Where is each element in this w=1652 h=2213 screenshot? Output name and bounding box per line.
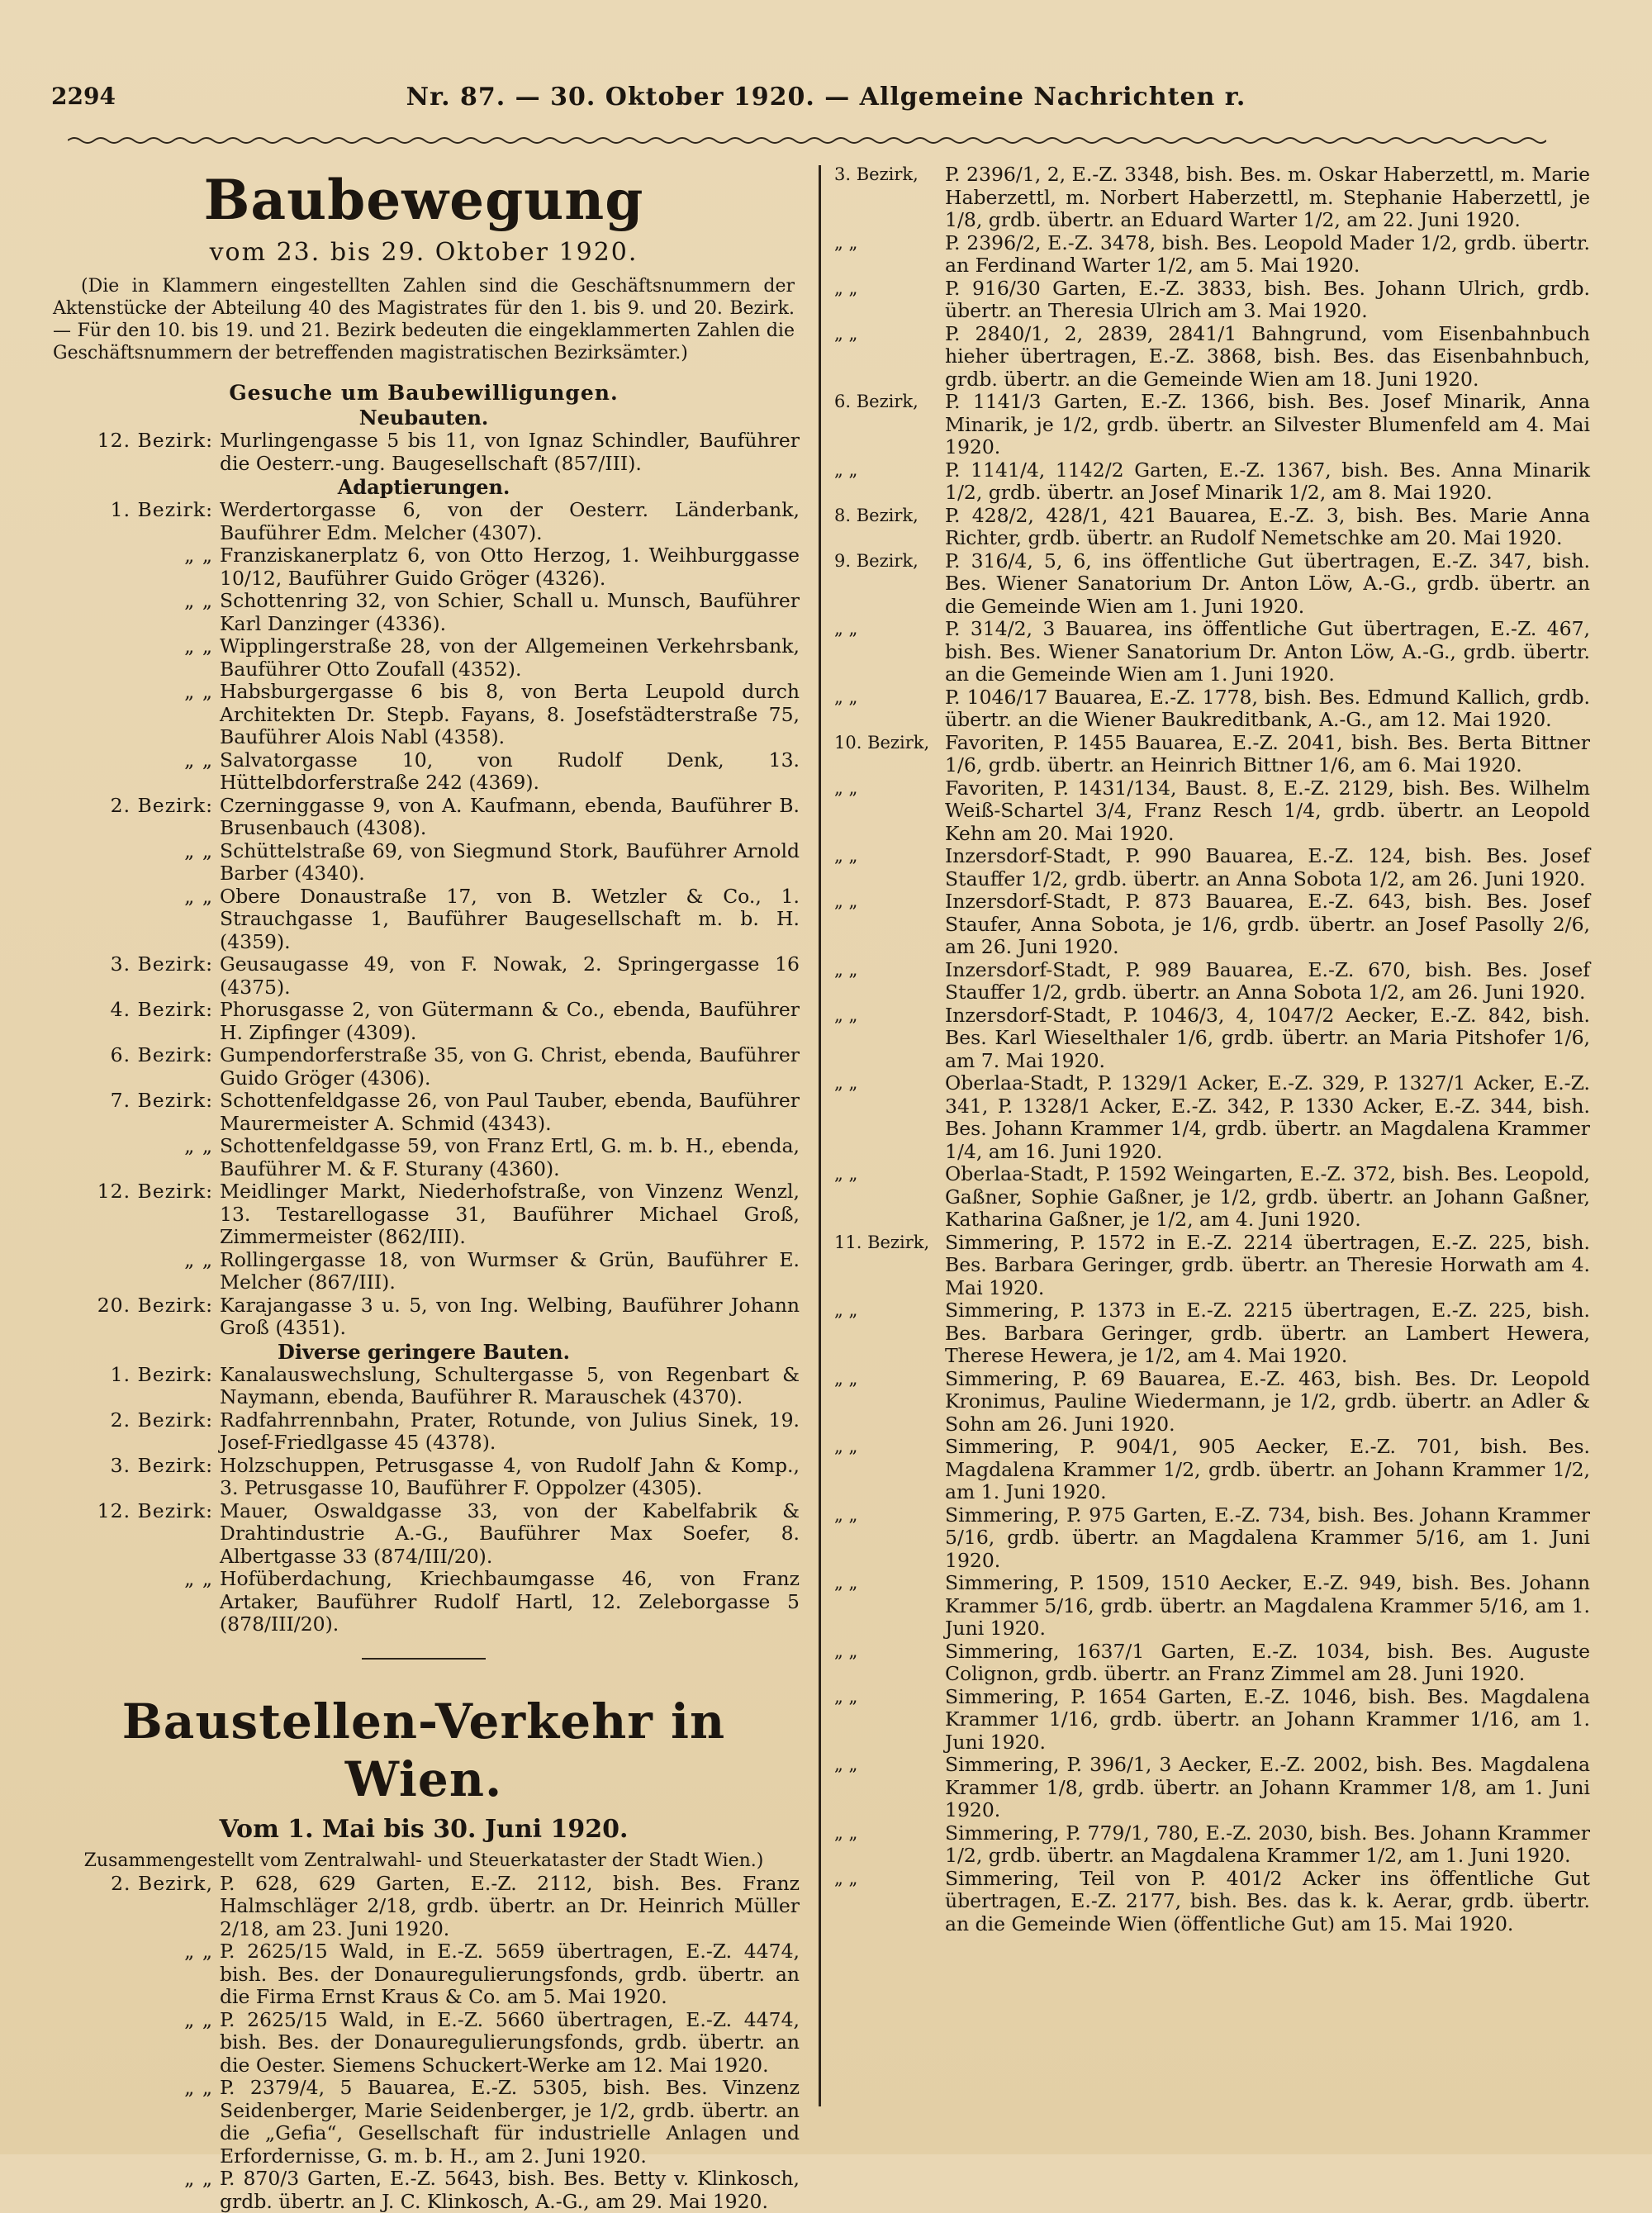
- district-label: 4. Bezirk:: [48, 999, 220, 1044]
- district-label: 9. Bezirk,: [834, 550, 945, 619]
- entry-text: Hofüberdachung, Kriechbaumgasse 46, von Franz Artaker, Bauführer Rudolf Hartl, 12. Zeleborgasse 5 (878/III/20).: [220, 1568, 800, 1636]
- list-item: [834, 732, 1590, 777]
- district-label: 6. Bezirk,: [834, 391, 945, 459]
- page-number: 2294: [51, 83, 116, 110]
- list-item: [834, 1232, 1590, 1300]
- district-label: „ „: [834, 1299, 945, 1368]
- entry-text: Schottenfeldgasse 26, von Paul Tauber, ebenda, Bauführer Maurermeister A. Schmid (4343).: [220, 1090, 800, 1135]
- list-neubauten: [48, 430, 800, 475]
- list-item: [834, 391, 1590, 459]
- list-diverse: [48, 1364, 800, 1636]
- entry-text: Obere Donaustraße 17, von B. Wetzler & Co., 1. Strauchgasse 1, Bauführer Baugesellschaft m. b. H. (4359).: [220, 886, 800, 954]
- list-item: [834, 1572, 1590, 1641]
- district-label: 3. Bezirk:: [48, 953, 220, 999]
- district-label: „ „: [48, 886, 220, 954]
- entry-text: Simmering, 1637/1 Garten, E.-Z. 1034, bish. Bes. Auguste Colignon, grdb. übertr. an Franz Zimmel am 28. Juni 1920.: [945, 1641, 1590, 1686]
- list-item: [48, 544, 800, 590]
- district-label: 1. Bezirk:: [48, 1364, 220, 1409]
- entry-text: P. 2379/4, 5 Bauarea, E.-Z. 5305, bish. Bes. Vinzenz Seidenberger, Marie Seidenberger, je 1/2, grdb. übertr. an die „Gefia“, Gesellschaft für industrielle Anlagen und Erfordernisse, G. m. b. H., am 2. Juni 1920.: [220, 2077, 800, 2168]
- entry-text: Gumpendorferstraße 35, von G. Christ, ebenda, Bauführer Guido Gröger (4306).: [220, 1044, 800, 1090]
- list-item: [834, 1641, 1590, 1686]
- list-item: [834, 1163, 1590, 1232]
- list-item: [48, 1409, 800, 1455]
- list-item: [48, 1364, 800, 1409]
- entry-text: Wipplingerstraße 28, von der Allgemeinen Verkehrsbank, Bauführer Otto Zoufall (4352).: [220, 635, 800, 681]
- list-item: [48, 1455, 800, 1500]
- district-label: 7. Bezirk:: [48, 1090, 220, 1135]
- district-label: „ „: [834, 1504, 945, 1573]
- entry-text: P. 314/2, 3 Bauarea, ins öffentliche Gut übertragen, E.-Z. 467, bish. Bes. Wiener Sanatorium Dr. Anton Löw, A.-G., grdb. übertr. an die Gemeinde Wien am 1. Juni 1920.: [945, 618, 1590, 686]
- district-label: „ „: [48, 2009, 220, 2078]
- district-label: „ „: [834, 1641, 945, 1686]
- district-label: „ „: [834, 1822, 945, 1868]
- list-item: [834, 1868, 1590, 1936]
- district-label: 20. Bezirk:: [48, 1294, 220, 1340]
- list-item: [834, 459, 1590, 505]
- entry-text: Meidlinger Markt, Niederhofstraße, von Vinzenz Wenzl, 13. Testarellogasse 31, Bauführer Michael Groß, Zimmermeister (862/III).: [220, 1180, 800, 1249]
- list-item: [48, 953, 800, 999]
- district-label: „ „: [834, 890, 945, 959]
- entry-text: Holzschuppen, Petrusgasse 4, von Rudolf Jahn & Komp., 3. Petrusgasse 10, Bauführer F. Oppolzer (4305).: [220, 1455, 800, 1500]
- list-item: [48, 635, 800, 681]
- list-item: [48, 2009, 800, 2078]
- list-item: [48, 795, 800, 840]
- district-label: „ „: [48, 2168, 220, 2213]
- district-label: 12. Bezirk:: [48, 1180, 220, 1249]
- district-label: „ „: [48, 1249, 220, 1294]
- list-item: [834, 890, 1590, 959]
- entry-text: Simmering, P. 396/1, 3 Aecker, E.-Z. 2002, bish. Bes. Magdalena Krammer 1/8, grdb. übertr. an Johann Krammer 1/8, am 1. Juni 1920.: [945, 1754, 1590, 1822]
- list-item: [48, 1500, 800, 1569]
- entry-text: P. 2840/1, 2, 2839, 2841/1 Bahngrund, vom Eisenbahnbuch hieher übertragen, E.-Z. 3868, bish. Bes. das Eisenbahnbuch, grdb. übertr. an die Gemeinde Wien am 18. Juni 1920.: [945, 323, 1590, 392]
- entry-text: Inzersdorf-Stadt, P. 989 Bauarea, E.-Z. 670, bish. Bes. Josef Stauffer 1/2, grdb. übertr. an Anna Sobota 1/2, am 26. Juni 1920.: [945, 959, 1590, 1004]
- district-label: 8. Bezirk,: [834, 505, 945, 550]
- section-subtitle-date: vom 23. bis 29. Oktober 1920.: [48, 238, 800, 267]
- list-item: [48, 1090, 800, 1135]
- entry-text: P. 870/3 Garten, E.-Z. 5643, bish. Bes. Betty v. Klinkosch, grdb. übertr. an J. C. Klinkosch, A.-G., am 29. Mai 1920.: [220, 2168, 800, 2213]
- list-item: [834, 618, 1590, 686]
- district-label: „ „: [834, 1868, 945, 1936]
- entry-text: P. 1046/17 Bauarea, E.-Z. 1778, bish. Bes. Edmund Kallich, grdb. übertr. an die Wiener Baukreditbank, A.-G., am 12. Mai 1920.: [945, 686, 1590, 732]
- district-label: „ „: [48, 1940, 220, 2009]
- entry-text: P. 916/30 Garten, E.-Z. 3833, bish. Bes. Johann Ulrich, grdb. übertr. an Theresia Ulrich am 3. Mai 1920.: [945, 278, 1590, 323]
- entry-text: Werdertorgasse 6, von der Oesterr. Länderbank, Bauführer Edm. Melcher (4307).: [220, 499, 800, 544]
- list-item: [834, 1299, 1590, 1368]
- entry-text: Rollingergasse 18, von Wurmser & Grün, Bauführer E. Melcher (867/III).: [220, 1249, 800, 1294]
- district-label: „ „: [834, 1436, 945, 1504]
- district-label: „ „: [834, 323, 945, 392]
- entry-text: Salvatorgasse 10, von Rudolf Denk, 13. Hüttelbdorferstraße 242 (4369).: [220, 749, 800, 795]
- list-adaptierungen: [48, 499, 800, 1340]
- list-item: [834, 1822, 1590, 1868]
- district-label: „ „: [834, 959, 945, 1004]
- entry-text: Simmering, Teil von P. 401/2 Acker ins öffentliche Gut übertragen, E.-Z. 2177, bish. Bes. das k. k. Aerar, grdb. übertr. an die Gemeinde Wien (öffentliche Gut) am 15. Mai 1920.: [945, 1868, 1590, 1936]
- district-label: „ „: [834, 1572, 945, 1641]
- section-subtitle-period: Vom 1. Mai bis 30. Juni 1920.: [48, 1815, 800, 1845]
- district-label: 2. Bezirk,: [48, 1873, 220, 1941]
- list-item: [48, 840, 800, 886]
- list-item: [834, 323, 1590, 392]
- list-item: [834, 278, 1590, 323]
- entry-text: Kanalauswechslung, Schultergasse 5, von Regenbart & Naymann, ebenda, Bauführer R. Marauschek (4370).: [220, 1364, 800, 1409]
- entry-text: Geusaugasse 49, von F. Nowak, 2. Springergasse 16 (4375).: [220, 953, 800, 999]
- section-title-baustellen: Baustellen-Verkehr in Wien.: [48, 1693, 800, 1808]
- list-item: [48, 886, 800, 954]
- list-item: [834, 845, 1590, 890]
- district-label: 10. Bezirk,: [834, 732, 945, 777]
- compiled-by-note: Zusammengestellt vom Zentralwahl- und Steuerkataster der Stadt Wien.): [48, 1850, 800, 1873]
- district-label: „ „: [834, 1004, 945, 1073]
- entry-text: P. 2396/2, E.-Z. 3478, bish. Bes. Leopold Mader 1/2, grdb. übertr. an Ferdinand Warter 1/2, am 5. Mai 1920.: [945, 232, 1590, 278]
- list-item: [834, 550, 1590, 619]
- entry-text: Inzersdorf-Stadt, P. 1046/3, 4, 1047/2 Aecker, E.-Z. 842, bish. Bes. Karl Wieselthaler 1/6, grdb. übertr. an Maria Pitshofer 1/6, am 7. Mai 1920.: [945, 1004, 1590, 1073]
- district-label: 6. Bezirk:: [48, 1044, 220, 1090]
- district-label: „ „: [834, 1754, 945, 1822]
- heading-neubauten: Neubauten.: [48, 406, 800, 430]
- page-header: [51, 83, 1601, 119]
- list-item: [834, 686, 1590, 732]
- list-item: [834, 1686, 1590, 1755]
- entry-text: Karajangasse 3 u. 5, von Ing. Welbing, Bauführer Johann Groß (4351).: [220, 1294, 800, 1340]
- list-item: [48, 1180, 800, 1249]
- entry-text: Schottenfeldgasse 59, von Franz Ertl, G. m. b. H., ebenda, Bauführer M. & F. Sturany (4360).: [220, 1135, 800, 1180]
- header-wavy-rule: [68, 134, 1546, 147]
- entry-text: Radfahrrennbahn, Prater, Rotunde, von Julius Sinek, 19. Josef-Friedlgasse 45 (4378).: [220, 1409, 800, 1455]
- heading-diverse: Diverse geringere Bauten.: [48, 1340, 800, 1364]
- entry-text: Schottenring 32, von Schier, Schall u. Munsch, Bauführer Karl Danzinger (4336).: [220, 590, 800, 635]
- district-label: „ „: [834, 618, 945, 686]
- district-label: „ „: [48, 635, 220, 681]
- entry-text: Habsburgergasse 6 bis 8, von Berta Leupold durch Architekten Dr. Stepb. Fayans, 8. Josefstädterstraße 75, Bauführer Alois Nabl (4358).: [220, 681, 800, 749]
- list-item: [48, 1873, 800, 1941]
- district-label: „ „: [834, 1368, 945, 1437]
- district-label: „ „: [48, 590, 220, 635]
- list-verkehr: [48, 1873, 800, 2213]
- district-label: 1. Bezirk:: [48, 499, 220, 544]
- list-item: [48, 1940, 800, 2009]
- list-item: [834, 777, 1590, 846]
- list-item: [48, 749, 800, 795]
- entry-text: P. 316/4, 5, 6, ins öffentliche Gut übertragen, E.-Z. 347, bish. Bes. Wiener Sanatorium Dr. Anton Löw, A.-G., grdb. übertr. an die Gemeinde Wien am 1. Juni 1920.: [945, 550, 1590, 619]
- list-item: [834, 1436, 1590, 1504]
- left-column: [48, 164, 800, 2213]
- entry-text: P. 2625/15 Wald, in E.-Z. 5660 übertragen, E.-Z. 4474, bish. Bes. der Donauregulierungsfonds, grdb. übertr. an die Oester. Siemens Schuckert-Werke am 12. Mai 1920.: [220, 2009, 800, 2078]
- district-label: „ „: [834, 459, 945, 505]
- heading-adaptierungen: Adaptierungen.: [48, 475, 800, 499]
- entry-text: Favoriten, P. 1431/134, Baust. 8, E.-Z. 2129, bish. Bes. Wilhelm Weiß-Schartel 3/4, Franz Resch 1/4, grdb. übertr. an Leopold Kehn am 20. Mai 1920.: [945, 777, 1590, 846]
- entry-text: Simmering, P. 1654 Garten, E.-Z. 1046, bish. Bes. Magdalena Krammer 1/16, grdb. übertr. an Johann Krammer 1/16, am 1. Juni 1920.: [945, 1686, 1590, 1755]
- district-label: „ „: [834, 1686, 945, 1755]
- district-label: „ „: [48, 749, 220, 795]
- district-label: „ „: [834, 845, 945, 890]
- district-label: 12. Bezirk:: [48, 1500, 220, 1569]
- list-item: [834, 1504, 1590, 1573]
- district-label: 12. Bezirk:: [48, 430, 220, 475]
- right-column: [834, 164, 1590, 1935]
- district-label: 11. Bezirk,: [834, 1232, 945, 1300]
- section-title-baubewegung: Baubewegung: [48, 167, 800, 233]
- list-item: [48, 1249, 800, 1294]
- district-label: „ „: [48, 1568, 220, 1636]
- list-item: [48, 1044, 800, 1090]
- district-label: 3. Bezirk,: [834, 164, 945, 232]
- entry-text: Czerninggasse 9, von A. Kaufmann, ebenda, Bauführer B. Brusenbauch (4308).: [220, 795, 800, 840]
- heading-baubewilligungen: Gesuche um Baubewilligungen.: [48, 381, 800, 406]
- entry-text: P. 1141/3 Garten, E.-Z. 1366, bish. Bes. Josef Minarik, Anna Minarik, je 1/2, grdb. übertr. an Silvester Blumenfeld am 4. Mai 1920.: [945, 391, 1590, 459]
- entry-text: Murlingengasse 5 bis 11, von Ignaz Schindler, Bauführer die Oesterr.-ung. Baugesellschaft (857/III).: [220, 430, 800, 475]
- district-label: „ „: [834, 1072, 945, 1163]
- entry-text: P. 2625/15 Wald, in E.-Z. 5659 übertragen, E.-Z. 4474, bish. Bes. der Donauregulierungsfonds, grdb. übertr. an die Firma Ernst Kraus & Co. am 5. Mai 1920.: [220, 1940, 800, 2009]
- entry-text: Schüttelstraße 69, von Siegmund Stork, Bauführer Arnold Barber (4340).: [220, 840, 800, 886]
- entry-text: Simmering, P. 1572 in E.-Z. 2214 übertragen, E.-Z. 225, bish. Bes. Barbara Geringer, grdb. übertr. an Theresie Horwath am 4. Mai 1920.: [945, 1232, 1590, 1300]
- list-item: [48, 681, 800, 749]
- entry-text: Oberlaa-Stadt, P. 1592 Weingarten, E.-Z. 372, bish. Bes. Leopold, Gaßner, Sophie Gaßner, je 1/2, grdb. übertr. an Johann Gaßner, Katharina Gaßner, je 1/2, am 4. Juni 1920.: [945, 1163, 1590, 1232]
- entry-text: Oberlaa-Stadt, P. 1329/1 Acker, E.-Z. 329, P. 1327/1 Acker, E.-Z. 341, P. 1328/1 Acker, E.-Z. 342, P. 1330 Acker, E.-Z. 344, bish. Bes. Johann Krammer 1/4, grdb. übertr. an Magdalena Krammer 1/4, am 16. Juni 1920.: [945, 1072, 1590, 1163]
- entry-text: Simmering, P. 975 Garten, E.-Z. 734, bish. Bes. Johann Krammer 5/16, grdb. übertr. an Magdalena Krammer 5/16, am 1. Juni 1920.: [945, 1504, 1590, 1573]
- district-label: 2. Bezirk:: [48, 795, 220, 840]
- list-item: [48, 1568, 800, 1636]
- entry-text: Franziskanerplatz 6, von Otto Herzog, 1. Weihburggasse 10/12, Bauführer Guido Gröger (4326).: [220, 544, 800, 590]
- district-label: „ „: [48, 840, 220, 886]
- list-item: [48, 1135, 800, 1180]
- district-label: „ „: [834, 278, 945, 323]
- district-label: „ „: [48, 544, 220, 590]
- entry-text: Simmering, P. 779/1, 780, E.-Z. 2030, bish. Bes. Johann Krammer 1/2, grdb. übertr. an Magdalena Krammer 1/2, am 1. Juni 1920.: [945, 1822, 1590, 1868]
- district-label: „ „: [834, 686, 945, 732]
- district-label: „ „: [48, 2077, 220, 2168]
- list-item: [48, 430, 800, 475]
- district-label: 2. Bezirk:: [48, 1409, 220, 1455]
- section-divider: [362, 1658, 486, 1660]
- list-item: [48, 1294, 800, 1340]
- district-label: „ „: [48, 1135, 220, 1180]
- entry-text: P. 1141/4, 1142/2 Garten, E.-Z. 1367, bish. Bes. Anna Minarik 1/2, grdb. übertr. an Josef Minarik 1/2, am 8. Mai 1920.: [945, 459, 1590, 505]
- entry-text: P. 2396/1, 2, E.-Z. 3348, bish. Bes. m. Oskar Haberzettl, m. Marie Haberzettl, m. Norbert Haberzettl, m. Stephanie Haberzettl, je 1/8, grdb. übertr. an Eduard Warter 1/2, am 22. Juni 1920.: [945, 164, 1590, 232]
- list-item: [834, 1004, 1590, 1073]
- entry-text: P. 428/2, 428/1, 421 Bauarea, E.-Z. 3, bish. Bes. Marie Anna Richter, grdb. übertr. an Rudolf Nemetschke am 20. Mai 1920.: [945, 505, 1590, 550]
- entry-text: Simmering, P. 1509, 1510 Aecker, E.-Z. 949, bish. Bes. Johann Krammer 5/16, grdb. übertr. an Magdalena Krammer 5/16, am 1. Juni 1920.: [945, 1572, 1590, 1641]
- district-label: 3. Bezirk:: [48, 1455, 220, 1500]
- list-item: [834, 1368, 1590, 1437]
- column-divider: [819, 165, 821, 2106]
- list-item: [834, 232, 1590, 278]
- intro-note: (Die in Klammern eingestellten Zahlen sind die Geschäftsnummern der Aktenstücke der Abteilung 40 des Magistrates für den 1. bis 9. und 20. Bezirk. — Für den 10. bis 19. und 21. Bezirk bedeuten die eingeklammerten Zahlen die Geschäftsnummern der betreffenden magistratischen Bezirksämter.): [48, 267, 800, 364]
- entry-text: Simmering, P. 1373 in E.-Z. 2215 übertragen, E.-Z. 225, bish. Bes. Barbara Geringer, grdb. übertr. an Lambert Hewera, Therese Hewera, je 1/2, am 4. Mai 1920.: [945, 1299, 1590, 1368]
- entry-text: Inzersdorf-Stadt, P. 990 Bauarea, E.-Z. 124, bish. Bes. Josef Stauffer 1/2, grdb. übertr. an Anna Sobota 1/2, am 26. Juni 1920.: [945, 845, 1590, 890]
- list-item: [834, 1072, 1590, 1163]
- district-label: „ „: [834, 1163, 945, 1232]
- header-title: Nr. 87. — 30. Oktober 1920. — Allgemeine Nachrichten r.: [51, 83, 1601, 112]
- entry-text: Mauer, Oswaldgasse 33, von der Kabelfabrik & Drahtindustrie A.-G., Bauführer Max Soefer, 8. Albertgasse 33 (874/III/20).: [220, 1500, 800, 1569]
- district-label: „ „: [834, 232, 945, 278]
- entry-text: Phorusgasse 2, von Gütermann & Co., ebenda, Bauführer H. Zipfinger (4309).: [220, 999, 800, 1044]
- list-item: [834, 505, 1590, 550]
- entry-text: Favoriten, P. 1455 Bauarea, E.-Z. 2041, bish. Bes. Berta Bittner 1/6, grdb. übertr. an Heinrich Bittner 1/6, am 6. Mai 1920.: [945, 732, 1590, 777]
- list-item: [48, 999, 800, 1044]
- list-item: [48, 590, 800, 635]
- entry-text: Simmering, P. 904/1, 905 Aecker, E.-Z. 701, bish. Bes. Magdalena Krammer 1/2, grdb. übertr. an Johann Krammer 1/2, am 1. Juni 1920.: [945, 1436, 1590, 1504]
- list-item: [48, 2168, 800, 2213]
- list-item: [834, 1754, 1590, 1822]
- district-label: „ „: [48, 681, 220, 749]
- entry-text: Simmering, P. 69 Bauarea, E.-Z. 463, bish. Bes. Dr. Leopold Kronimus, Pauline Wiedermann, je 1/2, grdb. übertr. an Adler & Sohn am 26. Juni 1920.: [945, 1368, 1590, 1437]
- list-item: [834, 164, 1590, 232]
- district-label: „ „: [834, 777, 945, 846]
- entry-text: P. 628, 629 Garten, E.-Z. 2112, bish. Bes. Franz Halmschläger 2/18, grdb. übertr. an Dr. Heinrich Müller 2/18, am 23. Juni 1920.: [220, 1873, 800, 1941]
- list-item: [48, 499, 800, 544]
- entry-text: Inzersdorf-Stadt, P. 873 Bauarea, E.-Z. 643, bish. Bes. Josef Staufer, Anna Sobota, je 1/6, grdb. übertr. an Josef Pasolly 2/6, am 26. Juni 1920.: [945, 890, 1590, 959]
- list-item: [834, 959, 1590, 1004]
